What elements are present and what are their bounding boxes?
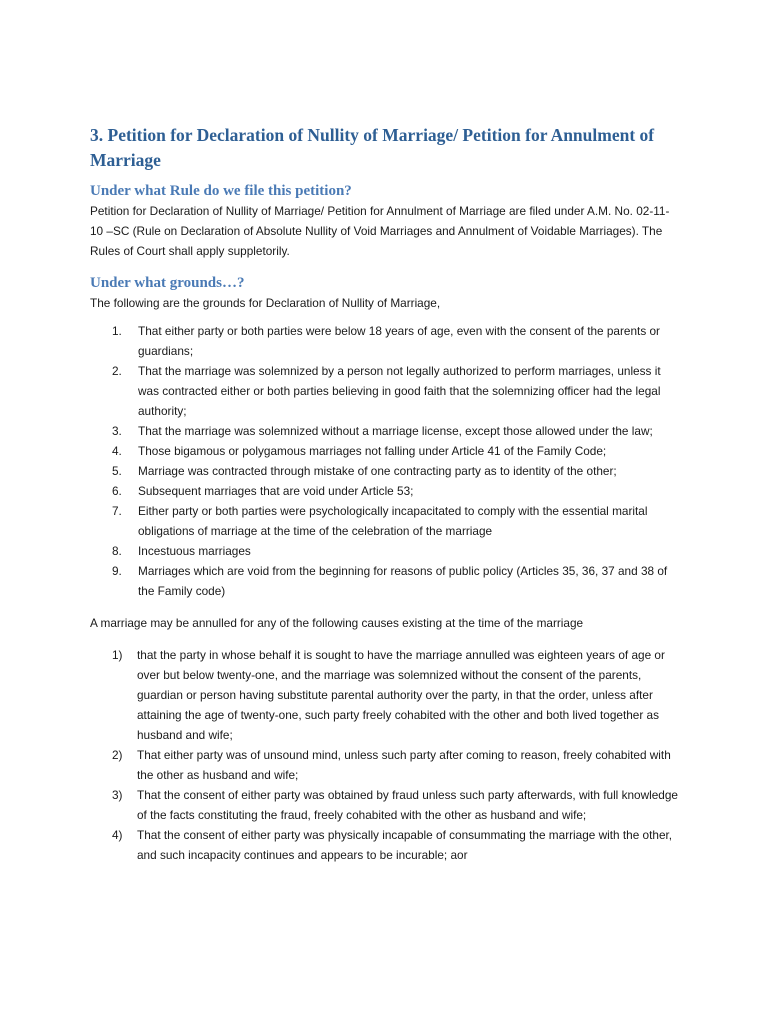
list-item bbox=[90, 645, 680, 745]
list-item bbox=[90, 541, 680, 561]
list-text: Those bigamous or polygamous marriages not falling under Article 41 of the Family Code; bbox=[138, 444, 607, 458]
list-text: Subsequent marriages that are void under Article 53; bbox=[138, 484, 414, 498]
list-text: Marriage was contracted through mistake of one contracting party as to identity of the other; bbox=[138, 464, 617, 478]
grounds-intro: The following are the grounds for Declaration of Nullity of Marriage, bbox=[90, 296, 441, 310]
list-number: 4. bbox=[112, 444, 122, 458]
list-number: 5. bbox=[112, 464, 122, 478]
list-item bbox=[90, 501, 680, 541]
list-item bbox=[90, 825, 680, 865]
list-text: Incestuous marriages bbox=[138, 544, 251, 558]
list-item bbox=[90, 421, 680, 441]
list-text: That the marriage was solemnized without a marriage license, except those allowed under the law; bbox=[138, 424, 653, 438]
list-number: 7. bbox=[112, 504, 122, 518]
annulment-causes-list bbox=[90, 645, 680, 865]
list-number: 3. bbox=[112, 424, 122, 438]
nullity-grounds-list bbox=[90, 321, 680, 601]
list-number: 6. bbox=[112, 484, 122, 498]
list-number: 3) bbox=[112, 788, 123, 802]
list-number: 8. bbox=[112, 544, 122, 558]
list-item bbox=[90, 461, 680, 481]
list-text: That the marriage was solemnized by a person not legally authorized to perform marriages, unless it was contracted either or both parties believing in good faith that the solemnizing officer had the legal authority; bbox=[138, 364, 661, 418]
document-title: 3. Petition for Declaration of Nullity of Marriage/ Petition for Annulment of Marriage bbox=[90, 125, 655, 170]
list-item bbox=[90, 785, 680, 825]
list-text: That the consent of either party was obtained by fraud unless such party afterwards, with full knowledge of the facts constituting the fraud, freely cohabited with the other as husband and wife; bbox=[137, 788, 678, 822]
section-heading-rule: Under what Rule do we file this petition? bbox=[90, 183, 352, 199]
list-item bbox=[90, 561, 680, 601]
list-item bbox=[90, 361, 680, 421]
list-number: 4) bbox=[112, 828, 123, 842]
list-text: Marriages which are void from the beginning for reasons of public policy (Articles 35, 36, 37 and 38 of the Family code) bbox=[138, 564, 668, 598]
annulment-intro: A marriage may be annulled for any of the following causes existing at the time of the marriage bbox=[90, 616, 584, 630]
list-text: Either party or both parties were psychologically incapacitated to comply with the essential marital obligations of marriage at the time of the celebration of the marriage bbox=[138, 504, 648, 538]
rule-paragraph: Petition for Declaration of Nullity of Marriage/ Petition for Annulment of Marriage are filed under A.M. No. 02-11-10 –SC (Rule on Declaration of Absolute Nullity of Void Marriages and Annulment of Voidable Marriages). The Rules of Court shall apply suppletorily. bbox=[90, 204, 670, 258]
list-text: That either party was of unsound mind, unless such party after coming to reason, freely cohabited with the other as husband and wife; bbox=[137, 748, 671, 782]
list-number: 1. bbox=[112, 324, 122, 338]
list-text: that the party in whose behalf it is sought to have the marriage annulled was eighteen years of age or over but below twenty-one, and the marriage was solemnized without the consent of the parents, guardian or person having substitute parental authority over the party, in that the order, unless after attaining the age of twenty-one, such party freely cohabited with the other and both lived together as husband and wife; bbox=[137, 648, 665, 742]
list-number: 2) bbox=[112, 748, 123, 762]
section-heading-grounds: Under what grounds…? bbox=[90, 275, 245, 291]
list-number: 2. bbox=[112, 364, 122, 378]
list-item bbox=[90, 745, 680, 785]
list-item bbox=[90, 441, 680, 461]
list-number: 1) bbox=[112, 648, 123, 662]
list-item bbox=[90, 481, 680, 501]
list-text: That the consent of either party was physically incapable of consummating the marriage with the other, and such incapacity continues and appears to be incurable; aor bbox=[137, 828, 673, 862]
list-item bbox=[90, 321, 680, 361]
list-number: 9. bbox=[112, 564, 122, 578]
list-text: That either party or both parties were below 18 years of age, even with the consent of the parents or guardians; bbox=[138, 324, 660, 358]
